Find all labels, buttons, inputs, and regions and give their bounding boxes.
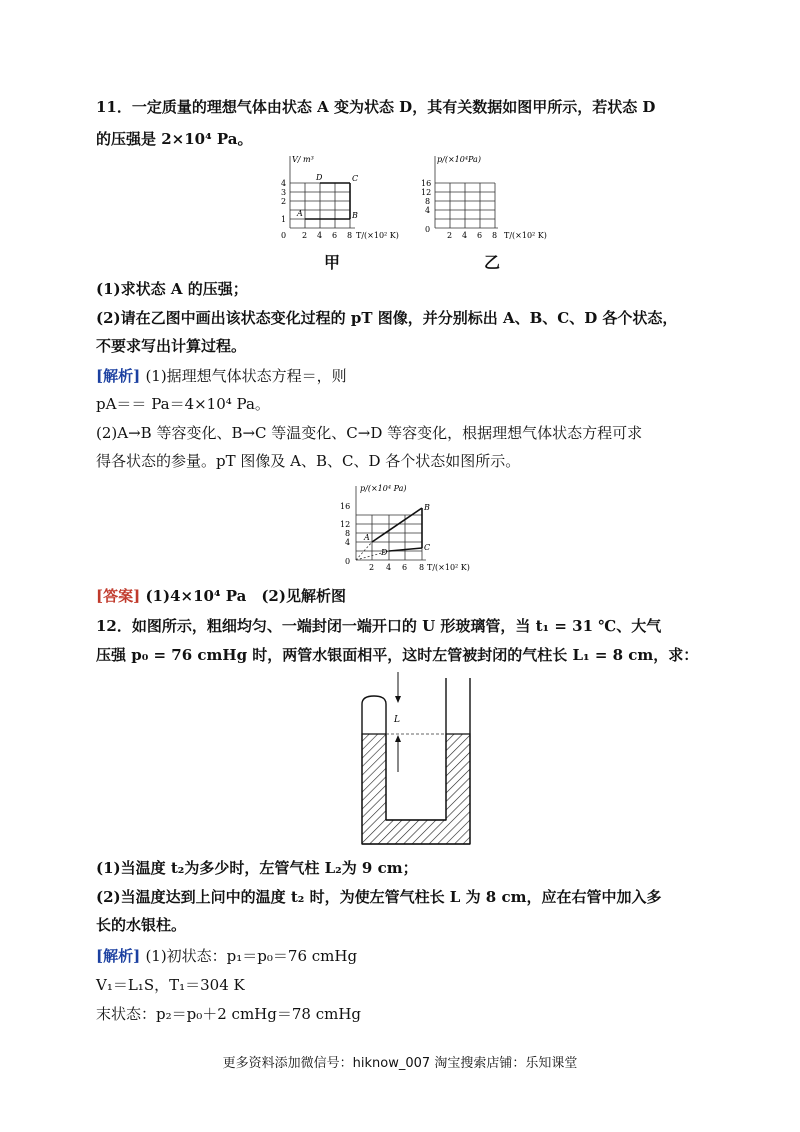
- yi-ytick: 16: [421, 179, 432, 188]
- caption-jia: 甲: [324, 253, 341, 272]
- ans-xtick: 2: [369, 563, 375, 572]
- q12-sub2a: (2)当温度达到上问中的温度 t₂ 时，为使左管气柱长 L 为 8 cm，应在右管中加入多: [96, 888, 662, 906]
- ans-point-d: D: [381, 548, 388, 557]
- ans-ytick: 0: [345, 557, 351, 566]
- jia-ytick: 2: [281, 197, 287, 206]
- ans-point-c: C: [424, 543, 431, 552]
- ans-ytick: 8: [345, 529, 351, 538]
- q11-analysis1: (1)据理想气体状态方程＝，则: [145, 367, 347, 385]
- caption-yi: 乙: [484, 253, 501, 272]
- yi-xtick: 4: [462, 231, 468, 240]
- footer-note: 更多资料添加微信号：hiknow_007 淘宝搜索店铺：乐知课堂: [222, 1056, 578, 1071]
- q12-line1: 12．如图所示，粗细均匀、一端封闭一端开口的 U 形玻璃管，当 t₁ = 31 ℃、大气: [96, 617, 662, 635]
- analysis-tag: [解析]: [96, 367, 141, 385]
- ans-ytick: 4: [345, 538, 351, 547]
- q12-sub1: (1)当温度 t₂为多少时，左管气柱 L₂为 9 cm；: [96, 859, 418, 877]
- yi-xtick: 8: [492, 231, 498, 240]
- jia-xlabel: T/(×10² K): [356, 231, 399, 240]
- figure-jia-vt-graph: [260, 150, 420, 250]
- ans-xtick: 8: [419, 563, 425, 572]
- q11-analysis4: 得各状态的参量。pT 图像及 A、B、C、D 各个状态如图所示。: [96, 452, 521, 470]
- answer-tag: [答案]: [96, 587, 141, 605]
- jia-point-a: A: [297, 209, 303, 218]
- q12-line2: 压强 p₀ = 76 cmHg 时，两管水银面相平，这时左管被封闭的气柱长 L₁ = 8 cm，求：: [96, 646, 699, 664]
- q12-analysis1: (1)初状态：p₁＝p₀＝76 cmHg: [145, 947, 358, 965]
- q11-line1: 11．一定质量的理想气体由状态 A 变为状态 D，其有关数据如图甲所示，若状态 D: [96, 98, 656, 116]
- ans-xtick: 6: [402, 563, 408, 572]
- q11-sub2a: (2)请在乙图中画出该状态变化过程的 pT 图像，并分别标出 A、B、C、D 各个状态，: [96, 309, 678, 327]
- jia-xtick: 8: [347, 231, 353, 240]
- yi-ytick: 8: [425, 197, 431, 206]
- ans-ylabel: p/(×10⁴ Pa): [360, 484, 407, 493]
- jia-xtick: 6: [332, 231, 338, 240]
- q12-analysis3: 末状态：p₂＝p₀＋2 cmHg＝78 cmHg: [96, 1005, 362, 1023]
- q11-answer: (1)4×10⁴ Pa (2)见解析图: [145, 587, 346, 605]
- jia-point-c: C: [352, 174, 359, 183]
- ans-ytick: 16: [340, 502, 351, 511]
- jia-point-d: D: [316, 173, 323, 182]
- q11-analysis2: pA＝＝ Pa＝4×10⁴ Pa。: [96, 395, 270, 413]
- analysis-tag: [解析]: [96, 947, 141, 965]
- yi-ytick: 0: [425, 225, 431, 234]
- ans-point-b: B: [424, 503, 430, 512]
- q11-analysis3: (2)A→B 等容变化、B→C 等温变化、C→D 等容变化，根据理想气体状态方程可求: [96, 424, 643, 442]
- yi-xtick: 2: [447, 231, 453, 240]
- jia-ytick: 3: [281, 188, 287, 197]
- figure-yi-pt-graph: [408, 150, 568, 250]
- q12-sub2b: 长的水银柱。: [96, 916, 187, 934]
- jia-ytick: 0: [281, 231, 287, 240]
- q11-sub2b: 不要求写出计算过程。: [96, 337, 247, 355]
- jia-point-b: B: [352, 211, 358, 220]
- yi-ytick: 12: [421, 188, 432, 197]
- ans-point-a: A: [364, 533, 370, 542]
- figure-answer-pt-graph: [326, 478, 496, 580]
- u-tube-label-l: L: [394, 715, 400, 725]
- q12-analysis2: V₁＝L₁S，T₁＝304 K: [96, 976, 245, 994]
- q11-sub1: (1)求状态 A 的压强；: [96, 280, 248, 298]
- jia-ytick: 1: [281, 215, 287, 224]
- q11-line2: 的压强是 2×10⁴ Pa。: [96, 130, 253, 148]
- yi-xtick: 6: [477, 231, 483, 240]
- ans-xtick: 4: [386, 563, 392, 572]
- figure-u-tube: [350, 668, 490, 848]
- ans-xlabel: T/(×10² K): [427, 563, 470, 572]
- jia-xtick: 2: [302, 231, 308, 240]
- ans-ytick: 12: [340, 520, 351, 529]
- yi-xlabel: T/(×10² K): [504, 231, 547, 240]
- jia-ytick: 4: [281, 179, 287, 188]
- jia-ylabel: V/ m³: [292, 155, 314, 164]
- jia-xtick: 4: [317, 231, 323, 240]
- yi-ytick: 4: [425, 206, 431, 215]
- yi-ylabel: p/(×10⁴Pa): [437, 155, 481, 164]
